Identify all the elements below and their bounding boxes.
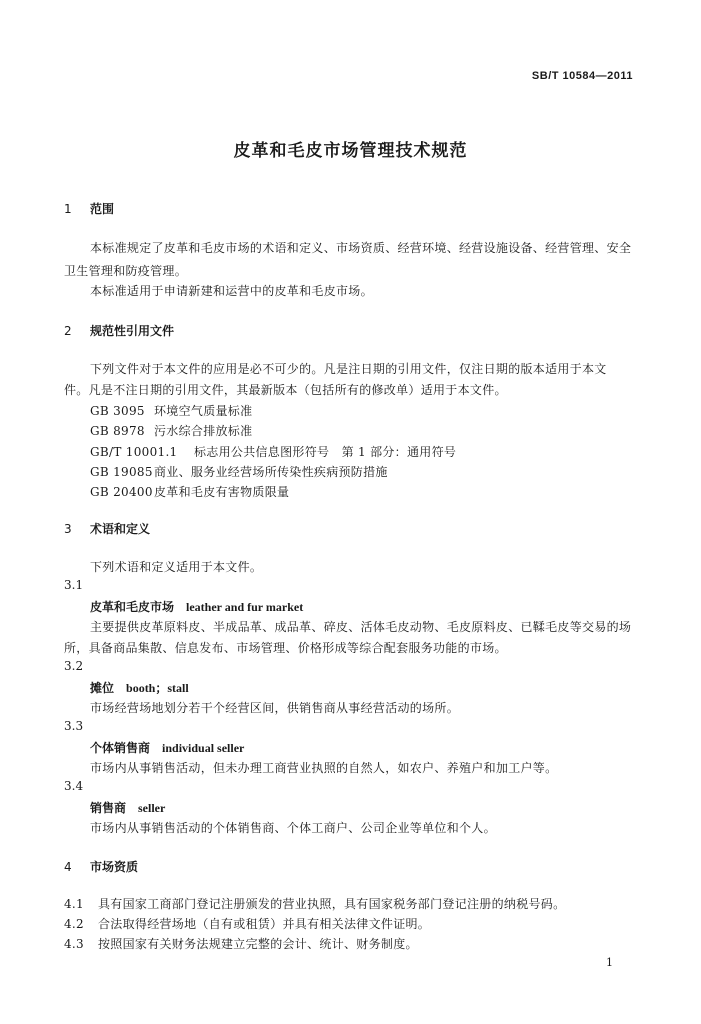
reference-item	[90, 402, 252, 419]
reference-item	[90, 463, 388, 480]
term-number: 3.4	[64, 779, 84, 793]
reference-title: 商业、服务业经营场所传染性疾病预防措施	[154, 465, 388, 479]
term-entry	[90, 739, 244, 756]
reference-code: GB 3095	[90, 404, 145, 418]
reference-title: 皮革和毛皮有害物质限量	[154, 485, 290, 499]
reference-code: GB 20400	[90, 485, 153, 499]
section-heading-4	[64, 858, 138, 875]
term-definition: 主要提供皮革原料皮、半成品革、成品革、碎皮、活体毛皮动物、毛皮原料皮、已鞣毛皮等交易的场	[90, 620, 632, 634]
term-entry	[90, 598, 303, 615]
term-number: 3.3	[64, 719, 84, 733]
reference-item	[90, 483, 289, 500]
reference-code: GB 8978	[90, 424, 145, 438]
paragraph-line: 本标准适用于申请新建和运营中的皮革和毛皮市场。	[90, 284, 373, 298]
clause-text: 按照国家有关财务法规建立完整的会计、统计、财务制度。	[98, 937, 418, 951]
reference-item	[90, 422, 252, 439]
section-number: 1	[64, 202, 72, 216]
section-heading-2	[64, 322, 174, 339]
term-entry	[90, 799, 165, 816]
section-number: 3	[64, 522, 72, 536]
section-title: 规范性引用文件	[90, 324, 175, 338]
reference-title: 污水综合排放标准	[154, 424, 253, 438]
paragraph-line: 本标准规定了皮革和毛皮市场的术语和定义、市场资质、经营环境、经营设施设备、经营管理、安全	[90, 241, 632, 255]
page-number: 1	[606, 956, 613, 969]
clause-text: 具有国家工商部门登记注册颁发的营业执照，具有国家税务部门登记注册的纳税号码。	[98, 897, 566, 911]
paragraph-line: 下列文件对于本文件的应用是必不可少的。凡是注日期的引用文件，仅注日期的版本适用于本文	[90, 362, 607, 376]
term-number: 3.2	[64, 659, 84, 673]
clause-number: 4.1	[64, 897, 84, 911]
term-english: leather and fur market	[186, 600, 304, 614]
section-heading-1	[64, 200, 114, 217]
term-entry	[90, 679, 189, 696]
term-name: 摊位	[90, 681, 115, 695]
document-title: 皮革和毛皮市场管理技术规范	[233, 141, 468, 161]
reference-code: GB/T 10001.1	[90, 445, 178, 459]
section-number: 4	[64, 860, 72, 874]
section-title: 范围	[90, 202, 115, 216]
section-title: 术语和定义	[90, 522, 151, 536]
term-english: booth；stall	[126, 681, 189, 695]
term-english: individual seller	[162, 741, 245, 755]
section-heading-3	[64, 520, 150, 537]
term-definition: 市场内从事销售活动，但未办理工商营业执照的自然人，如农户、养殖户和加工户等。	[90, 761, 558, 775]
section-number: 2	[64, 324, 72, 338]
clause-item	[64, 915, 430, 932]
reference-code: GB 19085	[90, 465, 153, 479]
term-definition: 市场内从事销售活动的个体销售商、个体工商户、公司企业等单位和个人。	[90, 821, 496, 835]
term-name: 销售商	[90, 801, 127, 815]
clause-number: 4.2	[64, 917, 84, 931]
term-definition: 市场经营场地划分若干个经营区间，供销售商从事经营活动的场所。	[90, 701, 460, 715]
clause-item	[64, 935, 418, 952]
paragraph-line: 件。凡是不注日期的引用文件，其最新版本（包括所有的修改单）适用于本文件。	[64, 383, 507, 397]
clause-item	[64, 895, 565, 912]
paragraph-line: 下列术语和定义适用于本文件。	[90, 560, 263, 574]
paragraph-line: 卫生管理和防疫管理。	[64, 264, 188, 278]
clause-number: 4.3	[64, 937, 84, 951]
reference-item	[90, 443, 456, 460]
term-name: 个体销售商	[90, 741, 151, 755]
clause-text: 合法取得经营场地（自有或租赁）并具有相关法律文件证明。	[98, 917, 431, 931]
term-number: 3.1	[64, 578, 84, 592]
section-title: 市场资质	[90, 860, 139, 874]
term-definition: 所，具备商品集散、信息发布、市场管理、价格形成等综合配套服务功能的市场。	[64, 641, 507, 655]
term-english: seller	[138, 801, 166, 815]
reference-title: 环境空气质量标准	[154, 404, 253, 418]
reference-title: 标志用公共信息图形符号 第 1 部分：通用符号	[194, 445, 457, 459]
term-name: 皮革和毛皮市场	[90, 600, 175, 614]
standard-code: SB/T 10584—2011	[531, 70, 633, 82]
